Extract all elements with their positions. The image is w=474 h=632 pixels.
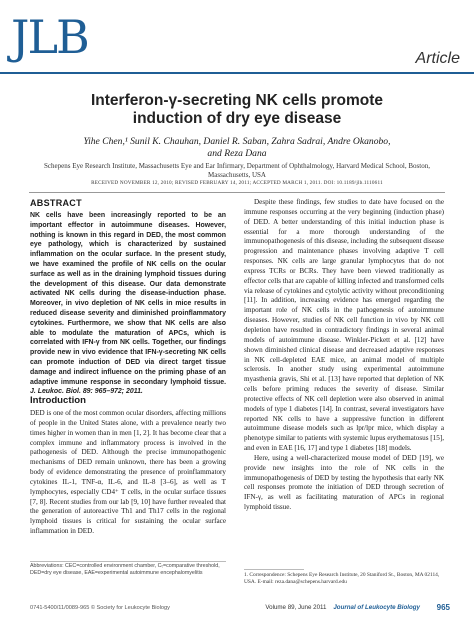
abstract-section xyxy=(30,198,226,397)
title-line-2: induction of dry eye disease xyxy=(132,110,342,127)
journal-logo: JLB xyxy=(11,10,88,64)
right-paragraph-1: Despite these findings, few studies to date have focused on the immune responses occurring at the very beginning (induction phase) of DED. A better understanding of this initial induction phase is essential for a more thorough understanding of the immunopathogenesis of this disease, including the subsequent disease progression and maintenance phases involving adaptive T cell responses. NK cells are large granular lymphocytes that do not express TCRs or BCRs. They have been viewed traditionally as effector cells that are capable of killing infected and transformed cells via release of cytokines and cytolytic activity without preconditioning [11]. In addition, increasing evidence has emerged regarding the important role of NK cells in the pathogenesis of autoimmune diseases. However, studies of NK cell function in vivo by NK cell depletion have resulted in contradictory findings in several animal models of autoimmune disease. Winkler-Pickett et al. [12] have shown diminished clinical disease and decreased adaptive responses in NK cell-depleted EAE mice, an animal model of multiple sclerosis. In another study using experimental autoimmune myasthenia gravis, Shi et al. [13] have reported that depletion of NK cells before priming reduces the severity of disease. Similar protective effects of NK cell depletion were also observed in animal models of type 1 diabetes [14]. In contrast, several investigators have reported NK cells to have a suppressive function in different autoimmune disease models such as lpr/lpr mice, which display a phenotype similar to patients with systemic lupus erythematosus [15], and even in EAE [16, 17] and type 1 diabetes [18] models. xyxy=(244,198,444,453)
page-number: 965 xyxy=(436,603,450,612)
footnote-divider-right xyxy=(244,569,304,570)
paper-title xyxy=(0,92,474,128)
received-dates: RECEIVED NOVEMBER 12, 2010; REVISED FEBRUARY 14, 2011; ACCEPTED MARCH 1, 2011. DOI: 10.1189/jlb.1110611 xyxy=(91,180,383,186)
correspondence-footnote: 1. Correspondence: Schepens Eye Research Institute, 20 Staniford St., Boston, MA 02114, USA. E-mail: reza.dana@schepens.harvard.edu xyxy=(244,572,440,585)
right-column xyxy=(244,198,444,513)
title-line-1: Interferon-γ-secreting NK cells promote xyxy=(91,92,383,109)
volume-info: Volume 89, June 2011 xyxy=(265,604,327,611)
journal-volume xyxy=(265,604,420,611)
journal-header xyxy=(0,0,474,80)
article-type-label: Article xyxy=(415,50,460,67)
copyright-line: 0741-5400/11/0089-965 © Society for Leukocyte Biology xyxy=(30,605,170,611)
abstract-citation: J. Leukoc. Biol. 89: 965–972; 2011. xyxy=(30,388,143,396)
affiliation: Schepens Eye Research Institute, Massachusetts Eye and Ear Infirmary, Department of Ophthalmology, Harvard Medical School, Boston, Massachusetts, USA xyxy=(44,162,430,179)
authors-line-1: Yihe Chen,¹ Sunil K. Chauhan, Daniel R. Saban, Zahra Sadrai, Andre Okanobo, xyxy=(83,136,391,147)
introduction-heading: Introduction xyxy=(30,395,86,406)
introduction-body: DED is one of the most common ocular disorders, affecting millions of people in the United States alone, with a prevalence nearly two times higher in women than in men [1, 2]. It has become clear that a complex immune and inflammatory process is involved in the pathogenesis of DED. Although the precise immunopathogenic mechanisms of DED remain unknown, there has been a growing body of evidence demonstrating the presence of proinflammatory cytokines IL-1, TNF-α, IL-6, and IL-8 [3–6], as well as T lymphocytes, especially CD4⁺ T cells, in the ocular surface tissues [7, 8]. Recent studies from our lab [9, 10] have further revealed that the generation of autoreactive Th1 and Th17 cells in the regional lymphoid tissues is critical for sustaining the ocular surface inflammation in DED. xyxy=(30,409,226,536)
author-list xyxy=(30,136,444,160)
footnote-divider-left xyxy=(30,561,226,562)
authors-line-2: and Reza Dana xyxy=(207,148,267,159)
abbreviations-footnote: Abbreviations: CEC=controlled environment chamber, Cₜ=comparative threshold, DED=dry eye disease, EAE=experimental autoimmune encephalomyelitis xyxy=(30,563,220,576)
abstract-text: NK cells have been increasingly reported to be an important effector in autoimmune diseases. However, nothing is known in this regard in DED, the most common eye pathology, which is characterized by sustained inflammation on the ocular surface. In the present study, we have examined the profile of NK cells on the ocular surface as well as in the draining lymphoid tissues during the development of this disease. Our data demonstrate activated NK cells during the disease-induction phase. Moreover, in vivo depletion of NK cells in mice results in reduced disease severity and diminished proinflammatory cytokines. Furthermore, we show that NK cells are also able to modulate the maturation of APCs, which is correlated with IFN-γ from NK cells. Together, our findings provide new in vivo evidence that IFN-γ-secreting NK cells can promote induction of DED via direct target tissue damage and indirect influence on the priming phase of an adaptive immune response in secondary lymphoid tissue. xyxy=(30,212,226,386)
page-footer xyxy=(30,604,450,614)
abstract-heading: ABSTRACT xyxy=(30,198,82,208)
header-rule xyxy=(0,72,474,74)
section-divider xyxy=(29,192,445,193)
right-paragraph-2: Here, using a well-characterized mouse model of DED [19], we provide new insights into the role of NK cells in the immunopathogenesis of DED by testing the hypothesis that early NK cell responses promote the initiation of DED through secretion of IFN-γ, as well as facilitating maturation of APCs in regional lymphoid tissue. xyxy=(244,453,444,512)
abstract-body xyxy=(30,211,226,397)
journal-name: Journal of Leukocyte Biology xyxy=(333,604,420,611)
